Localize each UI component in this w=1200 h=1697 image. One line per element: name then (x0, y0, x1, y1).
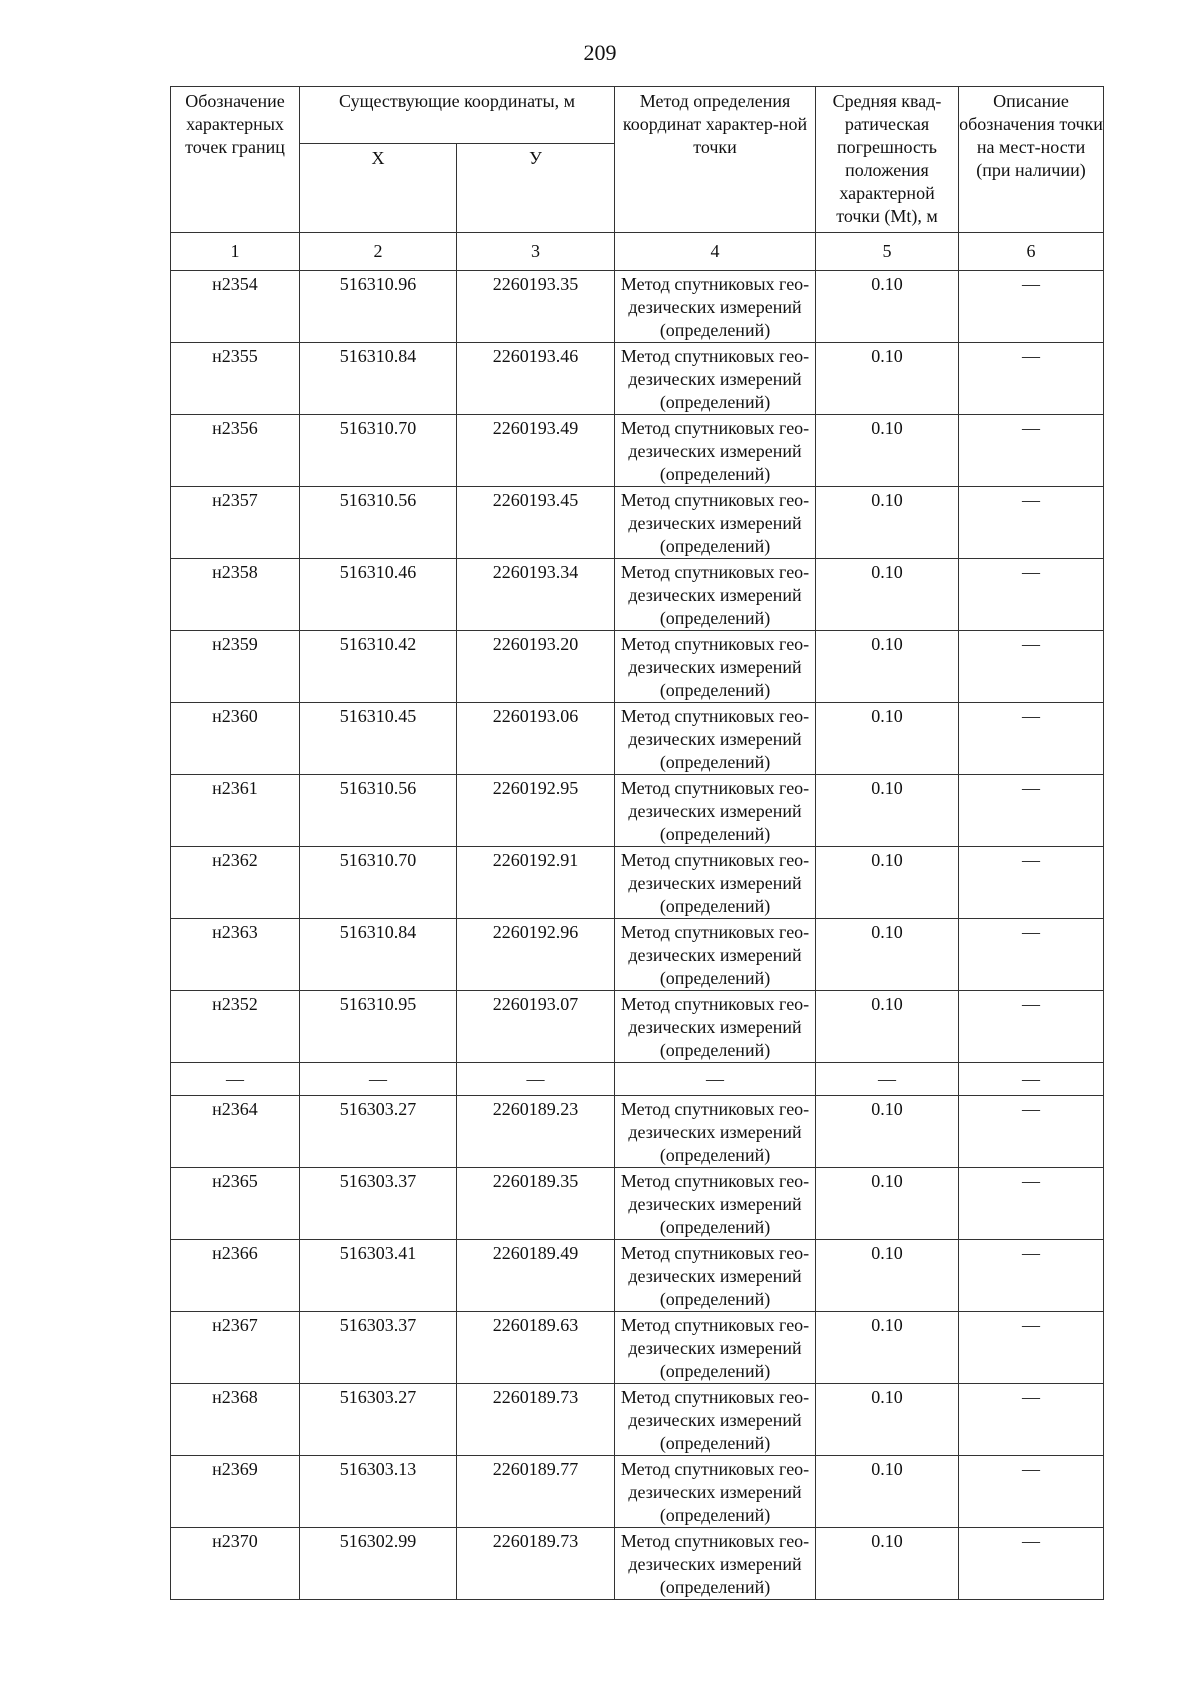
table-row (171, 775, 1104, 847)
column-number: 3 (457, 233, 615, 271)
description-dash: — (959, 1456, 1104, 1528)
header-description: Описание обозначения точки на мест-ности (при наличии) (959, 87, 1104, 233)
description-dash: — (959, 919, 1104, 991)
point-id: н2367 (171, 1312, 300, 1384)
mean-square-error: 0.10 (816, 1240, 959, 1312)
coordinate-x: 516303.41 (300, 1240, 457, 1312)
method: Метод спутниковых гео-дезических измерений (определений) (615, 1384, 816, 1456)
header-method: Метод определения координат характер-ной точки (615, 87, 816, 233)
table-row (171, 559, 1104, 631)
description-dash: — (959, 775, 1104, 847)
point-id: н2370 (171, 1528, 300, 1600)
column-number: 6 (959, 233, 1104, 271)
method: Метод спутниковых гео-дезических измерений (определений) (615, 271, 816, 343)
method: Метод спутниковых гео-дезических измерений (определений) (615, 343, 816, 415)
table-row (171, 1096, 1104, 1168)
coordinate-x: 516303.13 (300, 1456, 457, 1528)
coordinate-x: 516310.84 (300, 919, 457, 991)
method: Метод спутниковых гео-дезических измерений (определений) (615, 1096, 816, 1168)
table-row (171, 847, 1104, 919)
coordinate-x: 516303.37 (300, 1312, 457, 1384)
method: Метод спутниковых гео-дезических измерений (определений) (615, 703, 816, 775)
coordinate-y: 2260193.46 (457, 343, 615, 415)
mean-square-error: 0.10 (816, 1528, 959, 1600)
point-id: н2369 (171, 1456, 300, 1528)
point-id: н2362 (171, 847, 300, 919)
header-coordinates: Существующие координаты, м (300, 87, 615, 144)
description-dash: — (959, 1312, 1104, 1384)
coordinate-y: 2260193.07 (457, 991, 615, 1063)
coordinate-y: 2260189.73 (457, 1384, 615, 1456)
mean-square-error: 0.10 (816, 631, 959, 703)
mean-square-error: 0.10 (816, 415, 959, 487)
method: Метод спутниковых гео-дезических измерений (определений) (615, 991, 816, 1063)
method: Метод спутниковых гео-дезических измерений (определений) (615, 559, 816, 631)
description-dash: — (959, 1240, 1104, 1312)
point-id: н2357 (171, 487, 300, 559)
header-x: X (300, 144, 457, 233)
coordinate-y: 2260193.49 (457, 415, 615, 487)
separator-dash: — (457, 1063, 615, 1096)
method: Метод спутниковых гео-дезических измерений (определений) (615, 487, 816, 559)
coordinate-x: 516310.56 (300, 775, 457, 847)
method: Метод спутниковых гео-дезических измерений (определений) (615, 847, 816, 919)
table-row (171, 271, 1104, 343)
point-id: н2368 (171, 1384, 300, 1456)
mean-square-error: 0.10 (816, 847, 959, 919)
column-number: 4 (615, 233, 816, 271)
description-dash: — (959, 991, 1104, 1063)
coordinates-table (170, 86, 1104, 1600)
table-row (171, 703, 1104, 775)
table-row (171, 487, 1104, 559)
separator-dash: — (300, 1063, 457, 1096)
method: Метод спутниковых гео-дезических измерений (определений) (615, 1240, 816, 1312)
coordinate-x: 516303.27 (300, 1384, 457, 1456)
mean-square-error: 0.10 (816, 343, 959, 415)
description-dash: — (959, 703, 1104, 775)
table-row (171, 415, 1104, 487)
coordinate-y: 2260189.73 (457, 1528, 615, 1600)
point-id: н2365 (171, 1168, 300, 1240)
point-id: н2356 (171, 415, 300, 487)
description-dash: — (959, 1384, 1104, 1456)
description-dash: — (959, 559, 1104, 631)
point-id: н2360 (171, 703, 300, 775)
coordinate-x: 516303.37 (300, 1168, 457, 1240)
point-id: н2366 (171, 1240, 300, 1312)
coordinate-x: 516303.27 (300, 1096, 457, 1168)
method: Метод спутниковых гео-дезических измерений (определений) (615, 775, 816, 847)
mean-square-error: 0.10 (816, 559, 959, 631)
coordinate-x: 516310.42 (300, 631, 457, 703)
mean-square-error: 0.10 (816, 1384, 959, 1456)
coordinate-y: 2260193.06 (457, 703, 615, 775)
coordinate-x: 516310.95 (300, 991, 457, 1063)
method: Метод спутниковых гео-дезических измерений (определений) (615, 919, 816, 991)
description-dash: — (959, 487, 1104, 559)
point-id: н2363 (171, 919, 300, 991)
coordinate-x: 516310.96 (300, 271, 457, 343)
point-id: н2359 (171, 631, 300, 703)
point-id: н2361 (171, 775, 300, 847)
coordinate-x: 516310.70 (300, 415, 457, 487)
table-row (171, 991, 1104, 1063)
method: Метод спутниковых гео-дезических измерений (определений) (615, 1168, 816, 1240)
mean-square-error: 0.10 (816, 271, 959, 343)
point-id: н2364 (171, 1096, 300, 1168)
column-number: 1 (171, 233, 300, 271)
coordinate-y: 2260192.91 (457, 847, 615, 919)
header-point-designation: Обозначение характерных точек границ (171, 87, 300, 233)
separator-dash: — (959, 1063, 1104, 1096)
method: Метод спутниковых гео-дезических измерений (определений) (615, 1456, 816, 1528)
separator-dash: — (171, 1063, 300, 1096)
separator-row (171, 1063, 1104, 1096)
description-dash: — (959, 631, 1104, 703)
description-dash: — (959, 343, 1104, 415)
coordinate-y: 2260189.35 (457, 1168, 615, 1240)
table-row (171, 631, 1104, 703)
table-row (171, 1528, 1104, 1600)
header-y: У (457, 144, 615, 233)
coordinate-y: 2260192.95 (457, 775, 615, 847)
coordinate-x: 516310.46 (300, 559, 457, 631)
point-id: н2352 (171, 991, 300, 1063)
mean-square-error: 0.10 (816, 703, 959, 775)
coordinate-x: 516310.56 (300, 487, 457, 559)
table-row (171, 1384, 1104, 1456)
coordinate-y: 2260193.34 (457, 559, 615, 631)
page-number: 209 (583, 40, 617, 65)
description-dash: — (959, 271, 1104, 343)
coordinate-y: 2260189.77 (457, 1456, 615, 1528)
method: Метод спутниковых гео-дезических измерений (определений) (615, 1312, 816, 1384)
coordinate-x: 516310.45 (300, 703, 457, 775)
coordinate-y: 2260193.45 (457, 487, 615, 559)
separator-dash: — (816, 1063, 959, 1096)
coordinate-y: 2260192.96 (457, 919, 615, 991)
mean-square-error: 0.10 (816, 1312, 959, 1384)
method: Метод спутниковых гео-дезических измерений (определений) (615, 415, 816, 487)
description-dash: — (959, 415, 1104, 487)
table-row (171, 919, 1104, 991)
mean-square-error: 0.10 (816, 991, 959, 1063)
coordinate-y: 2260189.63 (457, 1312, 615, 1384)
coordinate-x: 516310.70 (300, 847, 457, 919)
coordinate-x: 516302.99 (300, 1528, 457, 1600)
table-row (171, 1456, 1104, 1528)
mean-square-error: 0.10 (816, 919, 959, 991)
coordinate-y: 2260193.35 (457, 271, 615, 343)
coordinate-x: 516310.84 (300, 343, 457, 415)
coordinate-y: 2260189.49 (457, 1240, 615, 1312)
coordinate-y: 2260189.23 (457, 1096, 615, 1168)
coordinate-y: 2260193.20 (457, 631, 615, 703)
column-number: 5 (816, 233, 959, 271)
mean-square-error: 0.10 (816, 1168, 959, 1240)
description-dash: — (959, 1096, 1104, 1168)
description-dash: — (959, 1168, 1104, 1240)
point-id: н2355 (171, 343, 300, 415)
description-dash: — (959, 847, 1104, 919)
method: Метод спутниковых гео-дезических измерений (определений) (615, 631, 816, 703)
table-row (171, 1168, 1104, 1240)
mean-square-error: 0.10 (816, 1096, 959, 1168)
point-id: н2358 (171, 559, 300, 631)
mean-square-error: 0.10 (816, 775, 959, 847)
point-id: н2354 (171, 271, 300, 343)
column-number: 2 (300, 233, 457, 271)
method: Метод спутниковых гео-дезических измерений (определений) (615, 1528, 816, 1600)
description-dash: — (959, 1528, 1104, 1600)
separator-dash: — (615, 1063, 816, 1096)
table-row (171, 343, 1104, 415)
mean-square-error: 0.10 (816, 487, 959, 559)
table-row (171, 1240, 1104, 1312)
header-mean-square-error: Средняя квад-ратическая погрешность положения характерной точки (Mt), м (816, 87, 959, 233)
mean-square-error: 0.10 (816, 1456, 959, 1528)
table-row (171, 1312, 1104, 1384)
